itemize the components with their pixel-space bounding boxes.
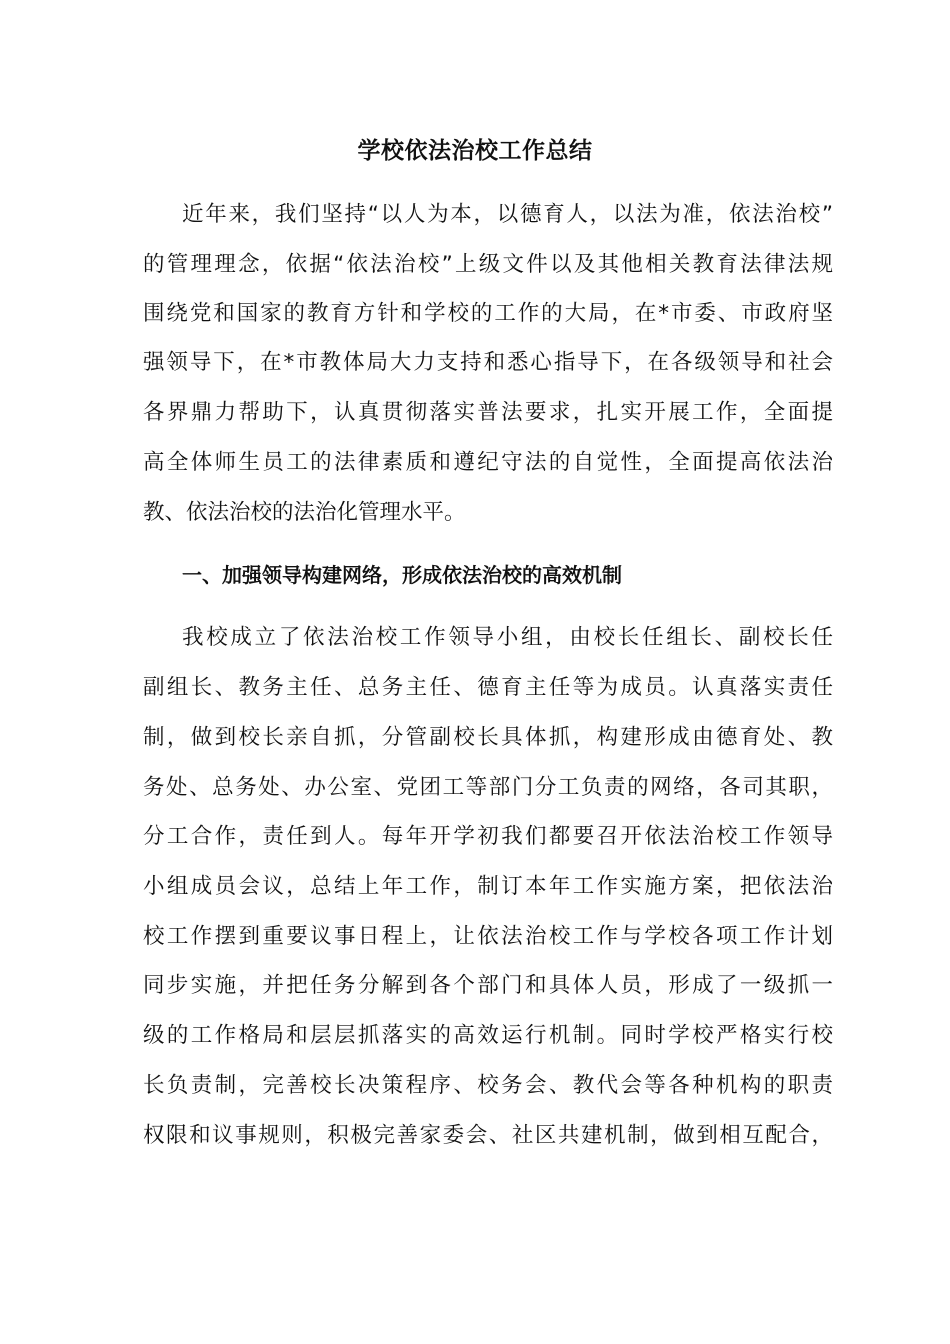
paragraph-line: 小组成员会议，总结上年工作，制订本年工作实施方案，把依法治 [143, 874, 833, 899]
paragraph-line: 强领导下，在*市教体局大力支持和悉心指导下，在各级领导和社会 [143, 350, 833, 375]
paragraph-line: 的管理理念，依据“依法治校”上级文件以及其他相关教育法律法规 [143, 252, 833, 277]
paragraph-line: 制，做到校长亲自抓，分管副校长具体抓，构建形成由德育处、教 [143, 725, 833, 750]
paragraph-line: 教、依法治校的法治化管理水平。 [143, 500, 466, 525]
paragraph-line: 校工作摆到重要议事日程上，让依法治校工作与学校各项工作计划 [143, 924, 833, 949]
paragraph-line: 围绕党和国家的教育方针和学校的工作的大局，在*市委、市政府坚 [143, 301, 833, 326]
paragraph-line: 各界鼎力帮助下，认真贯彻落实普法要求，扎实开展工作，全面提 [143, 400, 833, 425]
paragraph-line: 分工合作，责任到人。每年开学初我们都要召开依法治校工作领导 [143, 824, 833, 849]
paragraph-line: 副组长、教务主任、总务主任、德育主任等为成员。认真落实责任 [143, 675, 833, 700]
document-title: 学校依法治校工作总结 [357, 138, 593, 164]
paragraph-line: 级的工作格局和层层抓落实的高效运行机制。同时学校严格实行校 [143, 1023, 833, 1048]
paragraph-line: 高全体师生员工的法律素质和遵纪守法的自觉性，全面提高依法治 [143, 450, 833, 475]
paragraph-line: 长负责制，完善校长决策程序、校务会、教代会等各种机构的职责 [143, 1073, 833, 1098]
section-heading: 一、加强领导构建网络，形成依法治校的高效机制 [182, 563, 622, 587]
paragraph-line: 近年来，我们坚持“以人为本，以德育人，以法为准，依法治校” [182, 202, 833, 227]
paragraph-line: 同步实施，并把任务分解到各个部门和具体人员，形成了一级抓一 [143, 973, 833, 998]
paragraph-line: 务处、总务处、办公室、党团工等部门分工负责的网络，各司其职， [143, 775, 833, 800]
paragraph-line: 我校成立了依法治校工作领导小组，由校长任组长、副校长任 [182, 625, 833, 650]
paragraph-line: 权限和议事规则，积极完善家委会、社区共建机制，做到相互配合， [143, 1123, 833, 1148]
